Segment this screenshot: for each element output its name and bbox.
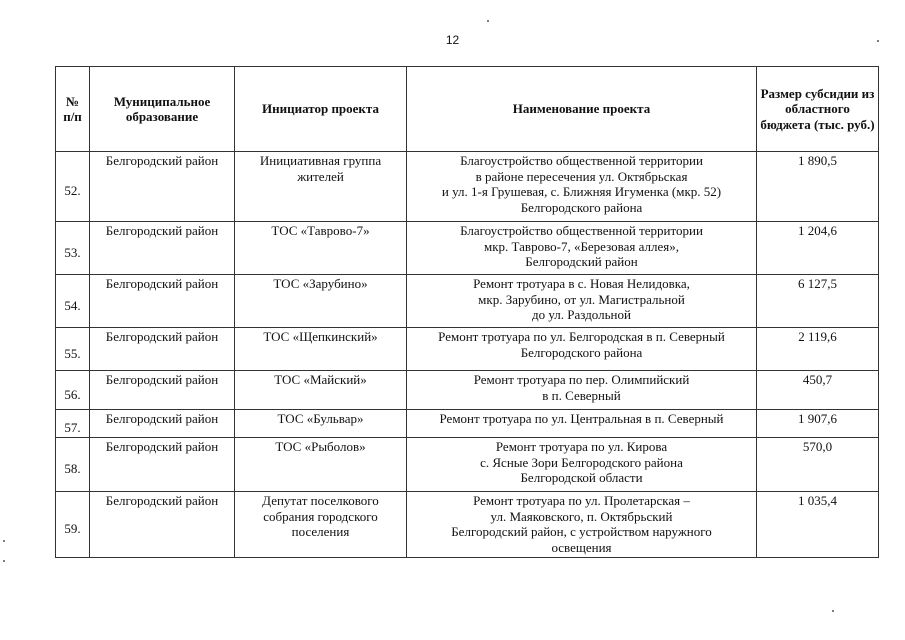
subsidy-table (55, 66, 879, 558)
row-number: 53. (56, 222, 90, 275)
project-cell (407, 222, 757, 275)
subsidy-cell: 6 127,5 (757, 275, 879, 328)
initiator-cell: ТОС «Рыболов» (235, 438, 407, 492)
table-row (56, 492, 879, 558)
subsidy-cell: 1 907,6 (757, 410, 879, 438)
table-row (56, 328, 879, 371)
scan-speck (832, 610, 834, 612)
project-name-line: Ремонт тротуара по ул. Белгородская в п. Северный (438, 329, 725, 344)
project-name-line: Благоустройство общественной территории (460, 223, 703, 238)
subsidy-cell: 1 204,6 (757, 222, 879, 275)
initiator-cell: Депутат поселкового собрания городского поселения (235, 492, 407, 558)
subsidy-cell: 2 119,6 (757, 328, 879, 371)
page-number: 12 (445, 33, 460, 47)
table-row (56, 438, 879, 492)
project-name-line: и ул. 1-я Грушевая, с. Ближняя Игуменка (мкр. 52) (441, 184, 722, 199)
project-name-line: в районе пересечения ул. Октябрьская (475, 168, 688, 184)
project-name-line: мкр. Таврово-7, «Березовая аллея», (484, 238, 679, 254)
project-name-line: Благоустройство общественной территории (460, 153, 703, 168)
initiator-cell: ТОС «Щепкинский» (235, 328, 407, 371)
table-header-row (56, 67, 879, 152)
header-initiator: Инициатор проекта (235, 67, 407, 152)
subsidy-cell: 570,0 (757, 438, 879, 492)
subsidy-cell: 450,7 (757, 371, 879, 410)
header-subsidy: Размер субсидии из областного бюджета (тыс. руб.) (757, 67, 879, 152)
municipality-cell: Белгородский район (90, 438, 235, 492)
subsidy-cell: 1 035,4 (757, 492, 879, 558)
header-num: № п/п (56, 67, 90, 152)
municipality-cell: Белгородский район (90, 371, 235, 410)
project-cell (407, 410, 757, 438)
header-project: Наименование проекта (407, 67, 757, 152)
initiator-cell: Инициативная группа жителей (235, 152, 407, 222)
row-number: 59. (56, 492, 90, 558)
table-row (56, 275, 879, 328)
municipality-cell: Белгородский район (90, 275, 235, 328)
municipality-cell: Белгородский район (90, 152, 235, 222)
table-row (56, 410, 879, 438)
scan-speck (487, 20, 489, 22)
project-cell (407, 492, 757, 558)
initiator-cell: ТОС «Бульвар» (235, 410, 407, 438)
project-name-line: Ремонт тротуара по ул. Центральная в п. Северный (439, 411, 724, 426)
project-name-line: Белгородский район, с устройством наружного (451, 524, 712, 539)
row-number: 57. (56, 410, 90, 438)
project-name-line: Белгородской области (520, 470, 643, 485)
project-name-line: Белгородского района (520, 344, 643, 360)
project-name-line: Ремонт тротуара по ул. Кирова (495, 439, 668, 454)
municipality-cell: Белгородский район (90, 222, 235, 275)
project-name-line: до ул. Раздольной (532, 307, 631, 322)
row-number: 52. (56, 152, 90, 222)
project-cell (407, 152, 757, 222)
scan-speck (3, 560, 5, 562)
project-name-line: освещения (551, 539, 612, 555)
header-municipality: Муниципальное образование (90, 67, 235, 152)
initiator-cell: ТОС «Зарубино» (235, 275, 407, 328)
project-name-line: Ремонт тротуара по ул. Пролетарская – (473, 493, 690, 508)
table-row (56, 371, 879, 410)
row-number: 55. (56, 328, 90, 371)
table-row (56, 222, 879, 275)
project-name-line: Белгородского района (520, 199, 643, 215)
table-body (56, 152, 879, 558)
project-cell (407, 438, 757, 492)
project-name-line: в п. Северный (542, 387, 621, 403)
municipality-cell: Белгородский район (90, 492, 235, 558)
project-name-line: Ремонт тротуара по пер. Олимпийский (473, 372, 690, 387)
initiator-cell: ТОС «Майский» (235, 371, 407, 410)
row-number: 58. (56, 438, 90, 492)
project-cell (407, 275, 757, 328)
initiator-cell: ТОС «Таврово-7» (235, 222, 407, 275)
table-row (56, 152, 879, 222)
scan-speck (3, 540, 5, 542)
municipality-cell: Белгородский район (90, 328, 235, 371)
project-name-line: ул. Маяковского, п. Октябрьский (490, 508, 673, 524)
scan-speck (877, 40, 879, 42)
subsidy-cell: 1 890,5 (757, 152, 879, 222)
row-number: 56. (56, 371, 90, 410)
row-number: 54. (56, 275, 90, 328)
project-name-line: мкр. Зарубино, от ул. Магистральной (478, 291, 685, 307)
project-cell (407, 328, 757, 371)
project-name-line: Белгородский район (525, 254, 638, 269)
project-name-line: с. Ясные Зори Белгородского района (480, 454, 683, 470)
project-name-line: Ремонт тротуара в с. Новая Нелидовка, (473, 276, 690, 291)
project-cell (407, 371, 757, 410)
municipality-cell: Белгородский район (90, 410, 235, 438)
